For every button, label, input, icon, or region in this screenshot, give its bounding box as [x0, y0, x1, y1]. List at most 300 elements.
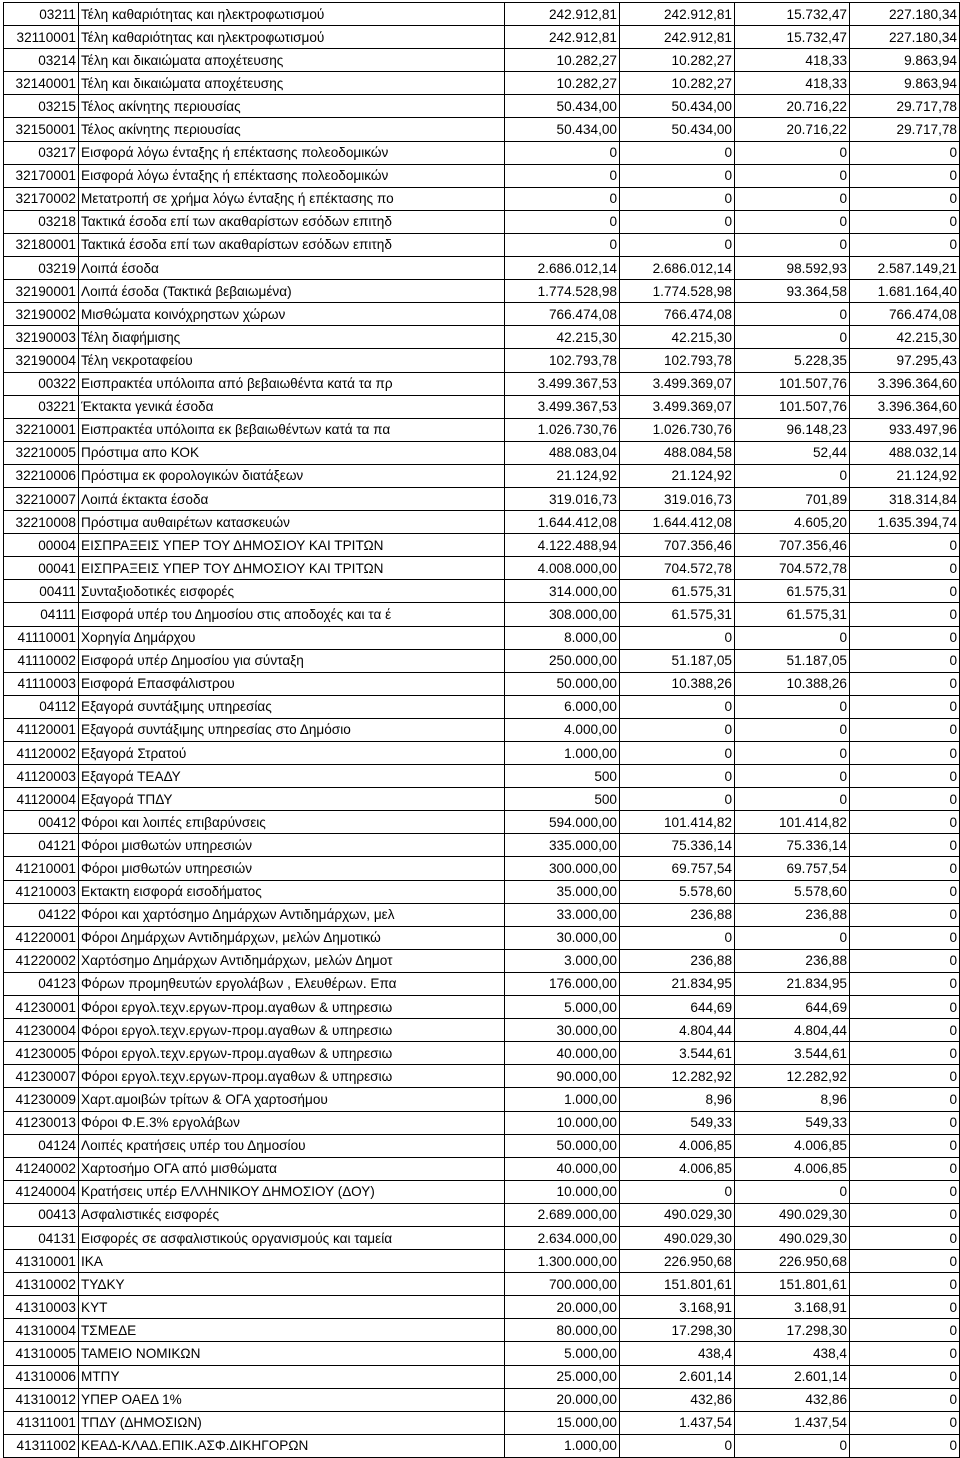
amount-col-3: 4.804,44 [735, 1019, 850, 1042]
amount-col-3: 61.575,31 [735, 580, 850, 603]
amount-col-1: 10.282,27 [505, 49, 620, 72]
account-code: 41120003 [4, 765, 79, 788]
account-description: ΜΤΠΥ [79, 1365, 505, 1388]
table-row [4, 187, 960, 210]
account-code: 03219 [4, 257, 79, 280]
account-description: Εξαγορά ΤΕΑΔΥ [79, 765, 505, 788]
amount-col-4: 766.474,08 [850, 303, 960, 326]
account-description: Λοιπά έσοδα (Τακτικά βεβαιωμένα) [79, 280, 505, 303]
amount-col-1: 3.499.367,53 [505, 372, 620, 395]
account-description: Φόροι Φ.Ε.3% εργολάβων [79, 1111, 505, 1134]
account-code: 32140001 [4, 72, 79, 95]
account-description: Φόροι εργολ.τεχν.εργων-προμ.αγαθων & υπηρεσιω [79, 1042, 505, 1065]
amount-col-4: 0 [850, 788, 960, 811]
amount-col-3: 3.168,91 [735, 1296, 850, 1319]
amount-col-2: 21.834,95 [620, 972, 735, 995]
amount-col-1: 335.000,00 [505, 834, 620, 857]
amount-col-4: 0 [850, 1157, 960, 1180]
amount-col-1: 20.000,00 [505, 1296, 620, 1319]
amount-col-2: 151.801,61 [620, 1273, 735, 1296]
account-code: 41240004 [4, 1180, 79, 1203]
amount-col-2: 236,88 [620, 949, 735, 972]
amount-col-4: 0 [850, 210, 960, 233]
amount-col-3: 101.507,76 [735, 395, 850, 418]
table-row [4, 395, 960, 418]
table-row [4, 765, 960, 788]
amount-col-1: 50.434,00 [505, 118, 620, 141]
amount-col-1: 488.083,04 [505, 441, 620, 464]
amount-col-3: 549,33 [735, 1111, 850, 1134]
account-description: Τέλη και δικαιώματα αποχέτευσης [79, 49, 505, 72]
amount-col-3: 644,69 [735, 996, 850, 1019]
amount-col-3: 490.029,30 [735, 1226, 850, 1249]
amount-col-1: 1.300.000,00 [505, 1250, 620, 1273]
account-code: 32190002 [4, 303, 79, 326]
amount-col-3: 4.006,85 [735, 1157, 850, 1180]
amount-col-2: 0 [620, 233, 735, 256]
amount-col-2: 0 [620, 626, 735, 649]
table-row [4, 1226, 960, 1249]
account-description: Φόροι Δημάρχων Αντιδημάρχων, μελών Δημοτικώ [79, 926, 505, 949]
amount-col-2: 10.282,27 [620, 72, 735, 95]
budget-table [3, 2, 960, 1458]
amount-col-2: 0 [620, 695, 735, 718]
account-description: Πρόστιμα αυθαιρέτων κατασκευών [79, 511, 505, 534]
account-code: 41120002 [4, 742, 79, 765]
account-description: Λοιπά έσοδα [79, 257, 505, 280]
account-description: Κρατήσεις υπέρ ΕΛΛΗΝΙΚΟΥ ΔΗΜΟΣΙΟΥ (ΔΟΥ) [79, 1180, 505, 1203]
amount-col-3: 0 [735, 233, 850, 256]
amount-col-3: 51.187,05 [735, 649, 850, 672]
table-row [4, 1134, 960, 1157]
amount-col-2: 61.575,31 [620, 603, 735, 626]
amount-col-3: 69.757,54 [735, 857, 850, 880]
amount-col-2: 42.215,30 [620, 326, 735, 349]
amount-col-1: 242.912,81 [505, 26, 620, 49]
amount-col-1: 50.000,00 [505, 672, 620, 695]
amount-col-1: 0 [505, 210, 620, 233]
amount-col-4: 0 [850, 1319, 960, 1342]
amount-col-4: 0 [850, 1434, 960, 1457]
amount-col-1: 50.434,00 [505, 95, 620, 118]
table-row [4, 3, 960, 26]
amount-col-4: 42.215,30 [850, 326, 960, 349]
amount-col-2: 490.029,30 [620, 1226, 735, 1249]
amount-col-2: 704.572,78 [620, 557, 735, 580]
amount-col-4: 0 [850, 926, 960, 949]
amount-col-1: 0 [505, 187, 620, 210]
account-code: 00412 [4, 811, 79, 834]
amount-col-2: 61.575,31 [620, 580, 735, 603]
account-code: 41110002 [4, 649, 79, 672]
table-row [4, 164, 960, 187]
amount-col-2: 0 [620, 1180, 735, 1203]
amount-col-4: 0 [850, 1088, 960, 1111]
account-code: 04123 [4, 972, 79, 995]
amount-col-4: 1.681.164,40 [850, 280, 960, 303]
amount-col-3: 0 [735, 464, 850, 487]
amount-col-3: 490.029,30 [735, 1203, 850, 1226]
amount-col-2: 0 [620, 164, 735, 187]
table-row [4, 118, 960, 141]
amount-col-2: 10.388,26 [620, 672, 735, 695]
account-code: 04121 [4, 834, 79, 857]
amount-col-3: 21.834,95 [735, 972, 850, 995]
amount-col-4: 318.314,84 [850, 487, 960, 510]
account-code: 32110001 [4, 26, 79, 49]
amount-col-4: 0 [850, 718, 960, 741]
amount-col-2: 3.499.369,07 [620, 372, 735, 395]
account-description: Εισφορά υπέρ του Δημοσίου στις αποδοχές και τα έ [79, 603, 505, 626]
account-description: ΤΠΔΥ (ΔΗΜΟΣΙΩΝ) [79, 1411, 505, 1434]
amount-col-2: 101.414,82 [620, 811, 735, 834]
table-row [4, 695, 960, 718]
table-row [4, 626, 960, 649]
account-code: 32190004 [4, 349, 79, 372]
amount-col-4: 0 [850, 187, 960, 210]
amount-col-1: 5.000,00 [505, 996, 620, 1019]
amount-col-4: 0 [850, 233, 960, 256]
amount-col-4: 2.587.149,21 [850, 257, 960, 280]
table-row [4, 49, 960, 72]
amount-col-2: 50.434,00 [620, 95, 735, 118]
amount-col-2: 549,33 [620, 1111, 735, 1134]
amount-col-1: 2.686.012,14 [505, 257, 620, 280]
table-row [4, 880, 960, 903]
table-row [4, 1273, 960, 1296]
amount-col-2: 226.950,68 [620, 1250, 735, 1273]
amount-col-3: 418,33 [735, 72, 850, 95]
amount-col-4: 0 [850, 811, 960, 834]
amount-col-3: 17.298,30 [735, 1319, 850, 1342]
account-description: Φόροι μισθωτών υπηρεσιών [79, 857, 505, 880]
amount-col-1: 0 [505, 141, 620, 164]
table-row [4, 1319, 960, 1342]
amount-col-3: 2.601,14 [735, 1365, 850, 1388]
account-code: 03211 [4, 3, 79, 26]
amount-col-3: 5.578,60 [735, 880, 850, 903]
amount-col-2: 102.793,78 [620, 349, 735, 372]
amount-col-1: 25.000,00 [505, 1365, 620, 1388]
amount-col-1: 10.000,00 [505, 1180, 620, 1203]
amount-col-4: 933.497,96 [850, 418, 960, 441]
table-row [4, 1180, 960, 1203]
table-row [4, 1296, 960, 1319]
account-code: 41310001 [4, 1250, 79, 1273]
amount-col-2: 319.016,73 [620, 487, 735, 510]
account-code: 03217 [4, 141, 79, 164]
account-code: 32210001 [4, 418, 79, 441]
account-description: ΤΥΔΚΥ [79, 1273, 505, 1296]
amount-col-3: 5.228,35 [735, 349, 850, 372]
account-code: 41311002 [4, 1434, 79, 1457]
amount-col-4: 488.032,14 [850, 441, 960, 464]
amount-col-1: 4.008.000,00 [505, 557, 620, 580]
amount-col-2: 8,96 [620, 1088, 735, 1111]
account-code: 41230005 [4, 1042, 79, 1065]
table-row [4, 972, 960, 995]
account-description: Εισφορά υπέρ Δημοσίου για σύνταξη [79, 649, 505, 672]
amount-col-1: 0 [505, 233, 620, 256]
account-code: 32210008 [4, 511, 79, 534]
table-row [4, 926, 960, 949]
amount-col-1: 314.000,00 [505, 580, 620, 603]
amount-col-4: 0 [850, 1411, 960, 1434]
amount-col-2: 766.474,08 [620, 303, 735, 326]
amount-col-3: 20.716,22 [735, 95, 850, 118]
table-row [4, 1088, 960, 1111]
table-row [4, 326, 960, 349]
account-description: Χαρτ.αμοιβών τρίτων & ΟΓΑ χαρτοσήμου [79, 1088, 505, 1111]
table-row [4, 672, 960, 695]
amount-col-1: 15.000,00 [505, 1411, 620, 1434]
table-row [4, 1111, 960, 1134]
amount-col-2: 12.282,92 [620, 1065, 735, 1088]
table-row [4, 1065, 960, 1088]
amount-col-1: 594.000,00 [505, 811, 620, 834]
account-description: Συνταξιοδοτικές εισφορές [79, 580, 505, 603]
amount-col-1: 6.000,00 [505, 695, 620, 718]
account-code: 41110003 [4, 672, 79, 695]
amount-col-2: 644,69 [620, 996, 735, 1019]
amount-col-4: 0 [850, 1019, 960, 1042]
amount-col-2: 3.499.369,07 [620, 395, 735, 418]
amount-col-1: 500 [505, 788, 620, 811]
account-code: 41110001 [4, 626, 79, 649]
amount-col-1: 80.000,00 [505, 1319, 620, 1342]
amount-col-2: 17.298,30 [620, 1319, 735, 1342]
account-description: Ασφαλιστικές εισφορές [79, 1203, 505, 1226]
table-row [4, 557, 960, 580]
amount-col-3: 0 [735, 765, 850, 788]
account-code: 41310003 [4, 1296, 79, 1319]
amount-col-2: 0 [620, 1434, 735, 1457]
amount-col-2: 488.084,58 [620, 441, 735, 464]
account-code: 03215 [4, 95, 79, 118]
amount-col-2: 21.124,92 [620, 464, 735, 487]
account-description: Χαρτοσήμο ΟΓΑ από μισθώματα [79, 1157, 505, 1180]
account-description: Τακτικά έσοδα επί των ακαθαρίστων εσόδων επιτηδ [79, 210, 505, 233]
amount-col-4: 0 [850, 903, 960, 926]
table-row [4, 1411, 960, 1434]
amount-col-4: 0 [850, 1365, 960, 1388]
account-code: 41311001 [4, 1411, 79, 1434]
table-row [4, 1042, 960, 1065]
amount-col-4: 0 [850, 1273, 960, 1296]
amount-col-3: 15.732,47 [735, 3, 850, 26]
table-row [4, 1157, 960, 1180]
amount-col-2: 0 [620, 742, 735, 765]
table-row [4, 649, 960, 672]
amount-col-1: 33.000,00 [505, 903, 620, 926]
budget-table-body [4, 3, 960, 1458]
amount-col-4: 227.180,34 [850, 3, 960, 26]
amount-col-4: 0 [850, 1388, 960, 1411]
amount-col-3: 0 [735, 210, 850, 233]
amount-col-4: 0 [850, 857, 960, 880]
account-code: 00322 [4, 372, 79, 395]
account-code: 04131 [4, 1226, 79, 1249]
amount-col-2: 490.029,30 [620, 1203, 735, 1226]
amount-col-3: 101.414,82 [735, 811, 850, 834]
amount-col-1: 308.000,00 [505, 603, 620, 626]
amount-col-4: 9.863,94 [850, 72, 960, 95]
amount-col-1: 500 [505, 765, 620, 788]
amount-col-1: 700.000,00 [505, 1273, 620, 1296]
amount-col-1: 300.000,00 [505, 857, 620, 880]
table-row [4, 718, 960, 741]
amount-col-1: 1.000,00 [505, 1434, 620, 1457]
table-row [4, 141, 960, 164]
amount-col-3: 438,4 [735, 1342, 850, 1365]
amount-col-1: 21.124,92 [505, 464, 620, 487]
account-description: Τέλη και δικαιώματα αποχέτευσης [79, 72, 505, 95]
amount-col-3: 61.575,31 [735, 603, 850, 626]
account-code: 41120004 [4, 788, 79, 811]
amount-col-1: 2.634.000,00 [505, 1226, 620, 1249]
amount-col-3: 0 [735, 1180, 850, 1203]
amount-col-4: 0 [850, 1065, 960, 1088]
table-row [4, 487, 960, 510]
amount-col-3: 0 [735, 788, 850, 811]
amount-col-2: 69.757,54 [620, 857, 735, 880]
amount-col-3: 4.605,20 [735, 511, 850, 534]
table-row [4, 464, 960, 487]
amount-col-1: 242.912,81 [505, 3, 620, 26]
amount-col-3: 0 [735, 164, 850, 187]
account-code: 32190003 [4, 326, 79, 349]
amount-col-2: 4.006,85 [620, 1157, 735, 1180]
table-row [4, 1388, 960, 1411]
amount-col-4: 1.635.394,74 [850, 511, 960, 534]
amount-col-1: 40.000,00 [505, 1042, 620, 1065]
account-description: Φόροι και λοιπές επιβαρύνσεις [79, 811, 505, 834]
amount-col-4: 0 [850, 972, 960, 995]
amount-col-2: 0 [620, 788, 735, 811]
amount-col-1: 42.215,30 [505, 326, 620, 349]
table-row [4, 534, 960, 557]
amount-col-4: 0 [850, 1342, 960, 1365]
table-row [4, 788, 960, 811]
account-description: Τέλη καθαριότητας και ηλεκτροφωτισμού [79, 3, 505, 26]
account-description: Εισφορά λόγω ένταξης ή επέκτασης πολεοδομικών [79, 141, 505, 164]
account-code: 41220001 [4, 926, 79, 949]
amount-col-1: 250.000,00 [505, 649, 620, 672]
amount-col-4: 0 [850, 1042, 960, 1065]
amount-col-4: 21.124,92 [850, 464, 960, 487]
amount-col-4: 0 [850, 1180, 960, 1203]
account-description: Τακτικά έσοδα επί των ακαθαρίστων εσόδων επιτηδ [79, 233, 505, 256]
amount-col-4: 29.717,78 [850, 118, 960, 141]
amount-col-1: 0 [505, 164, 620, 187]
amount-col-2: 0 [620, 210, 735, 233]
account-description: Τέλη διαφήμισης [79, 326, 505, 349]
account-description: Εισφορά Επασφάλιστρου [79, 672, 505, 695]
amount-col-4: 0 [850, 1250, 960, 1273]
amount-col-3: 0 [735, 1434, 850, 1457]
amount-col-4: 0 [850, 695, 960, 718]
table-row [4, 418, 960, 441]
amount-col-3: 4.006,85 [735, 1134, 850, 1157]
amount-col-3: 236,88 [735, 903, 850, 926]
amount-col-2: 242.912,81 [620, 3, 735, 26]
account-code: 00411 [4, 580, 79, 603]
amount-col-3: 20.716,22 [735, 118, 850, 141]
amount-col-4: 0 [850, 880, 960, 903]
account-description: Εκτακτη εισφορά εισοδήματος [79, 880, 505, 903]
account-description: Τέλος ακίνητης περιουσίας [79, 95, 505, 118]
account-code: 04122 [4, 903, 79, 926]
table-row [4, 811, 960, 834]
amount-col-3: 0 [735, 187, 850, 210]
amount-col-2: 432,86 [620, 1388, 735, 1411]
amount-col-1: 176.000,00 [505, 972, 620, 995]
account-code: 41240002 [4, 1157, 79, 1180]
table-row [4, 834, 960, 857]
amount-col-3: 151.801,61 [735, 1273, 850, 1296]
table-row [4, 949, 960, 972]
amount-col-3: 226.950,68 [735, 1250, 850, 1273]
account-code: 00004 [4, 534, 79, 557]
amount-col-1: 90.000,00 [505, 1065, 620, 1088]
amount-col-4: 0 [850, 1203, 960, 1226]
amount-col-4: 97.295,43 [850, 349, 960, 372]
amount-col-3: 93.364,58 [735, 280, 850, 303]
amount-col-2: 707.356,46 [620, 534, 735, 557]
account-code: 03214 [4, 49, 79, 72]
account-description: Μετατροπή σε χρήμα λόγω ένταξης ή επέκτασης πο [79, 187, 505, 210]
table-row [4, 210, 960, 233]
amount-col-2: 0 [620, 718, 735, 741]
amount-col-3: 15.732,47 [735, 26, 850, 49]
amount-col-1: 10.282,27 [505, 72, 620, 95]
amount-col-3: 3.544,61 [735, 1042, 850, 1065]
amount-col-4: 9.863,94 [850, 49, 960, 72]
account-description: Χαρτόσημο Δημάρχων Αντιδημάρχων, μελών Δημοτ [79, 949, 505, 972]
amount-col-1: 10.000,00 [505, 1111, 620, 1134]
amount-col-2: 1.644.412,08 [620, 511, 735, 534]
amount-col-3: 704.572,78 [735, 557, 850, 580]
table-row [4, 233, 960, 256]
amount-col-3: 0 [735, 303, 850, 326]
amount-col-4: 0 [850, 534, 960, 557]
account-code: 32150001 [4, 118, 79, 141]
table-row [4, 72, 960, 95]
table-row [4, 1365, 960, 1388]
amount-col-3: 0 [735, 695, 850, 718]
table-row [4, 903, 960, 926]
account-code: 32210005 [4, 441, 79, 464]
amount-col-2: 0 [620, 926, 735, 949]
table-row [4, 580, 960, 603]
account-code: 41210001 [4, 857, 79, 880]
amount-col-2: 4.006,85 [620, 1134, 735, 1157]
account-code: 41310004 [4, 1319, 79, 1342]
table-row [4, 603, 960, 626]
account-code: 03218 [4, 210, 79, 233]
amount-col-4: 0 [850, 557, 960, 580]
account-description: Πρόστιμα εκ φορολογικών διατάξεων [79, 464, 505, 487]
amount-col-4: 0 [850, 141, 960, 164]
amount-col-3: 236,88 [735, 949, 850, 972]
amount-col-2: 3.168,91 [620, 1296, 735, 1319]
amount-col-2: 3.544,61 [620, 1042, 735, 1065]
amount-col-3: 707.356,46 [735, 534, 850, 557]
amount-col-4: 0 [850, 580, 960, 603]
table-row [4, 511, 960, 534]
amount-col-1: 30.000,00 [505, 926, 620, 949]
account-code: 41310012 [4, 1388, 79, 1411]
